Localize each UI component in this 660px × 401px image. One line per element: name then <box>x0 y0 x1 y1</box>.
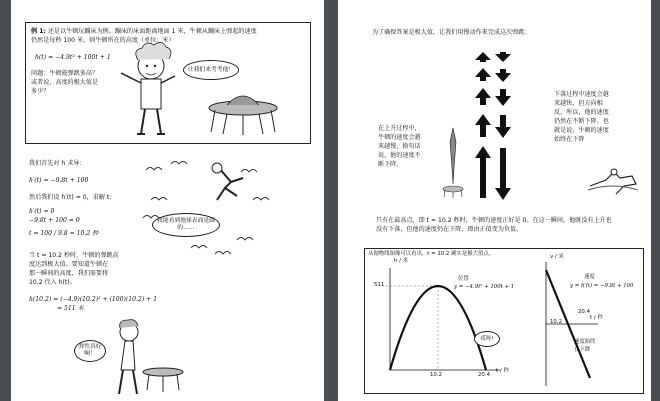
speech-bubble-earth: 我能看到地球表面是圆的…… <box>152 213 220 237</box>
down-text-4: 仍然在不断下降。也 <box>554 118 609 125</box>
small-trampoline-figure <box>442 184 464 198</box>
up-text-3: 来越慢，换句话 <box>378 143 421 150</box>
solve-result: t = 100 / 9.8 ≈ 10.2 秒 <box>29 230 99 237</box>
when-line-1: 当 t = 10.2 秒时，牛顿的弹跳高 <box>29 252 119 259</box>
up-text-5: 断下降。 <box>378 161 403 168</box>
position-label: 位置 <box>458 276 469 282</box>
when-line-3: 那一瞬间的高度，我们需要将 <box>29 270 109 277</box>
solve-line-1: 我们首先对 h 求导： <box>29 160 86 167</box>
up-text-2: 牛顿的速度会越 <box>378 134 421 141</box>
solve-line-5: −9.8t + 100 = 0 <box>29 217 80 224</box>
rising-newton-figure <box>446 128 460 184</box>
down-text-6: 始终在下降 <box>554 136 585 143</box>
position-511-label: 511 <box>374 282 385 288</box>
example-label: 例 1: <box>31 28 46 35</box>
derivative-equation: h′(t) = −9.8t + 100 <box>29 177 89 184</box>
position-tick-102: 10.2 <box>430 372 443 378</box>
always-decreasing-1: 速度始终 <box>574 339 596 345</box>
velocity-t-label: t / 秒 <box>590 315 603 321</box>
when-line-4: 10.2 代入 h(t)。 <box>29 279 76 286</box>
velocity-tick-102: 10.2 <box>550 319 563 325</box>
velocity-tick-204: 20.4 <box>578 309 591 315</box>
example-text: 还是以牛顿玩蹦床为例。蹦床的床面距离地面 1 米，牛顿从蹦床上弹起的速度 <box>47 28 257 35</box>
down-text-5: 就是说，牛顿的速度 <box>554 127 609 134</box>
position-tick-204: 20.4 <box>478 372 491 378</box>
final-equation: h(10.2) = (−4.9)(10.2)² + (100)(10.2) + 1 <box>29 296 158 303</box>
speech-bubble-test: 让我们来考考他！ <box>183 60 239 80</box>
rising-arrows-diagram <box>474 52 492 200</box>
down-text-3: 反。所以，他的速度 <box>554 109 609 116</box>
velocity-equation: y = h′(t) = −9.8t + 100 <box>570 283 634 289</box>
peak-text-1: 只有在最高点，即 t = 10.2 秒时，牛顿的速度正好是 0。在这一瞬间，他既没有上升也 <box>376 217 612 224</box>
position-t-label: t / 秒 <box>496 368 509 374</box>
falling-newton-figure <box>588 168 638 198</box>
position-axis-label: h / 米 <box>394 258 409 264</box>
always-decreasing-2: 在下降 <box>574 347 591 353</box>
speech-bubble-bounce: 弹性真好啊！ <box>74 340 106 362</box>
velocity-label: 速度 <box>584 274 595 280</box>
question-line-1: 问题：牛顿能弹跳多高？ <box>31 70 99 77</box>
slow-motion-intro: 为了确保答案是极大值，让我们用慢动作来完成这次弹跳： <box>372 29 531 36</box>
graph-title: 从抛物线图像可以看出，t = 10.2 确实是极大值点。 <box>368 251 495 257</box>
left-page <box>11 0 324 401</box>
up-text-4: 说，他的速度不 <box>378 152 421 159</box>
peak-text-2: 没有下落，但他的速度仍在下降，即由正值变为负值。 <box>376 226 523 233</box>
solve-line-3: 然后我们设 h′(t) = 0，求解 t: <box>29 194 112 201</box>
height-equation: h(t) = −4.9t² + 100t + 1 <box>35 54 111 61</box>
final-result: ≈ 511 米 <box>57 305 84 312</box>
position-equation: y = −4.9t² + 100t + 1 <box>454 284 515 290</box>
falling-arrows-diagram <box>494 52 512 200</box>
velocity-axis-label: v / 米 <box>550 254 564 260</box>
trampoline-illustration <box>207 92 279 136</box>
newton-landed-illustration <box>107 318 187 398</box>
when-line-2: 度达到极大值。要知道牛顿在 <box>29 261 109 268</box>
example-line-1 <box>31 27 257 36</box>
question-line-2: 或者说，高度的极大值是 <box>31 79 99 86</box>
speech-bubble-oops: 哎呀! <box>474 331 500 347</box>
newton-presenter-illustration <box>111 48 191 140</box>
birds-flying-illustration <box>141 160 271 260</box>
up-text-1: 在上升过程中， <box>378 125 421 132</box>
solve-line-4: h′(t) = 0 <box>29 208 55 215</box>
down-text-1: 下落过程中速度会越 <box>554 91 609 98</box>
question-line-3: 多少？ <box>31 88 50 95</box>
down-text-2: 来越快，但方向相 <box>554 100 603 107</box>
example-line-2: 仍然是每秒 100 米，则牛顿所在的高度（单位：米） <box>31 37 175 44</box>
right-page <box>338 0 651 401</box>
